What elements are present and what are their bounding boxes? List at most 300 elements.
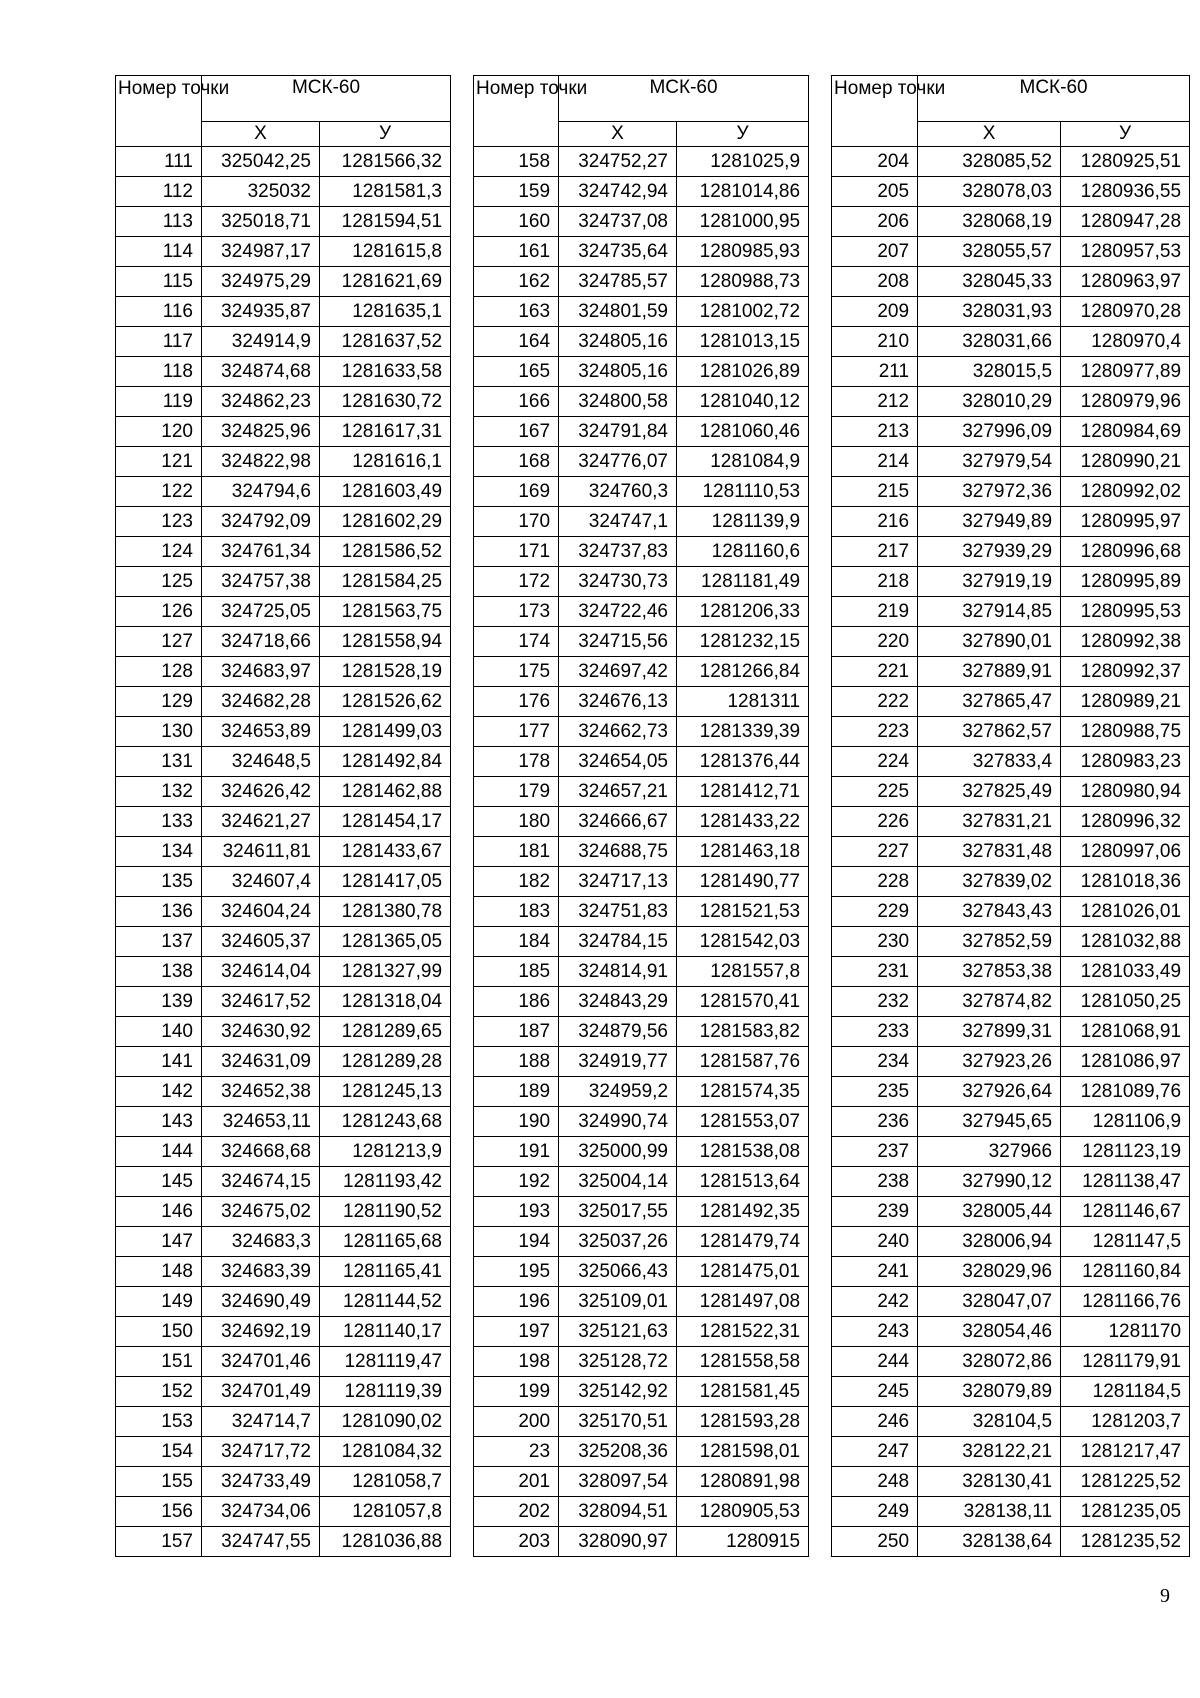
page-number: 9 (1160, 1585, 1170, 1607)
table-row (474, 1047, 809, 1077)
x-coordinate-cell: 324843,29 (559, 987, 677, 1017)
y-coordinate-cell: 1281139,9 (677, 507, 809, 537)
point-number-cell: 113 (116, 207, 202, 237)
x-coordinate-cell: 324630,92 (202, 1017, 320, 1047)
point-number-cell: 116 (116, 297, 202, 327)
point-number-cell: 196 (474, 1287, 559, 1317)
y-coordinate-cell: 1281380,78 (320, 897, 451, 927)
x-coordinate-cell: 324675,02 (202, 1197, 320, 1227)
point-number-cell: 135 (116, 867, 202, 897)
x-coordinate-cell: 328090,97 (559, 1527, 677, 1557)
x-coordinate-cell: 324701,49 (202, 1377, 320, 1407)
point-number-cell: 133 (116, 807, 202, 837)
y-coordinate-cell: 1281138,47 (1061, 1167, 1190, 1197)
table-row (116, 597, 451, 627)
x-coordinate-cell: 327996,09 (918, 417, 1061, 447)
coordinate-tables (115, 75, 1190, 1557)
y-coordinate-cell: 1281365,05 (320, 927, 451, 957)
table-row (116, 1077, 451, 1107)
table-row (832, 1377, 1190, 1407)
coordinate-table-1 (115, 75, 451, 1557)
x-coordinate-cell: 324734,06 (202, 1497, 320, 1527)
table-row (116, 1467, 451, 1497)
x-coordinate-cell: 324990,74 (559, 1107, 677, 1137)
x-coordinate-cell: 324631,09 (202, 1047, 320, 1077)
table-row (116, 297, 451, 327)
x-coordinate-cell: 324653,11 (202, 1107, 320, 1137)
x-coordinate-cell: 324800,58 (559, 387, 677, 417)
table-row (116, 1407, 451, 1437)
point-number-cell: 206 (832, 207, 918, 237)
x-coordinate-cell: 324730,73 (559, 567, 677, 597)
y-coordinate-cell: 1281166,76 (1061, 1287, 1190, 1317)
y-coordinate-cell: 1281000,95 (677, 207, 809, 237)
point-number-cell: 183 (474, 897, 559, 927)
x-coordinate-cell: 328045,33 (918, 267, 1061, 297)
table-row (832, 267, 1190, 297)
table-row (832, 537, 1190, 567)
x-coordinate-cell: 324987,17 (202, 237, 320, 267)
y-coordinate-cell: 1281558,94 (320, 627, 451, 657)
point-number-cell: 173 (474, 597, 559, 627)
table-row (116, 1317, 451, 1347)
y-coordinate-cell: 1281123,19 (1061, 1137, 1190, 1167)
point-number-cell: 180 (474, 807, 559, 837)
table-row (474, 747, 809, 777)
table-row (832, 177, 1190, 207)
coordinate-system-header: МСК-60 (559, 76, 809, 122)
x-coordinate-cell: 327926,64 (918, 1077, 1061, 1107)
table-row (832, 1467, 1190, 1497)
y-coordinate-cell: 1281032,88 (1061, 927, 1190, 957)
y-coordinate-cell: 1281225,52 (1061, 1467, 1190, 1497)
table-row (832, 417, 1190, 447)
point-number-cell: 174 (474, 627, 559, 657)
point-number-cell: 218 (832, 567, 918, 597)
point-number-cell: 156 (116, 1497, 202, 1527)
table-row (474, 327, 809, 357)
point-number-cell: 212 (832, 387, 918, 417)
y-coordinate-cell: 1281184,5 (1061, 1377, 1190, 1407)
x-coordinate-cell: 328031,93 (918, 297, 1061, 327)
y-coordinate-cell: 1280995,89 (1061, 567, 1190, 597)
point-number-cell: 222 (832, 687, 918, 717)
table-row (474, 417, 809, 447)
y-coordinate-cell: 1281014,86 (677, 177, 809, 207)
table-row (474, 957, 809, 987)
y-coordinate-cell: 1280995,53 (1061, 597, 1190, 627)
y-coordinate-cell: 1280947,28 (1061, 207, 1190, 237)
x-coordinate-cell: 324604,24 (202, 897, 320, 927)
y-coordinate-cell: 1281084,32 (320, 1437, 451, 1467)
y-coordinate-cell: 1281013,15 (677, 327, 809, 357)
y-coordinate-cell: 1281526,62 (320, 687, 451, 717)
table-row (474, 1107, 809, 1137)
point-number-header: Номер точки (116, 76, 202, 147)
point-number-cell: 228 (832, 867, 918, 897)
table-row (116, 1287, 451, 1317)
x-coordinate-cell: 324714,7 (202, 1407, 320, 1437)
y-coordinate-cell: 1281190,52 (320, 1197, 451, 1227)
x-coordinate-cell: 324668,68 (202, 1137, 320, 1167)
y-coordinate-cell: 1280995,97 (1061, 507, 1190, 537)
point-number-cell: 145 (116, 1167, 202, 1197)
x-coordinate-cell: 325208,36 (559, 1437, 677, 1467)
x-coordinate-cell: 324805,16 (559, 327, 677, 357)
y-coordinate-cell: 1281621,69 (320, 267, 451, 297)
x-coordinate-cell: 325121,63 (559, 1317, 677, 1347)
point-number-cell: 129 (116, 687, 202, 717)
point-number-cell: 117 (116, 327, 202, 357)
y-coordinate-cell: 1281635,1 (320, 297, 451, 327)
table-row (832, 1287, 1190, 1317)
point-number-cell: 149 (116, 1287, 202, 1317)
y-coordinate-cell: 1281583,82 (677, 1017, 809, 1047)
y-coordinate-cell: 1280915 (677, 1527, 809, 1557)
x-coordinate-cell: 324825,96 (202, 417, 320, 447)
x-coordinate-cell: 324611,81 (202, 837, 320, 867)
point-number-cell: 203 (474, 1527, 559, 1557)
x-coordinate-cell: 324621,27 (202, 807, 320, 837)
x-coordinate-cell: 324683,39 (202, 1257, 320, 1287)
table-row (116, 1497, 451, 1527)
table-row (116, 927, 451, 957)
point-number-cell: 121 (116, 447, 202, 477)
y-coordinate-cell: 1281217,47 (1061, 1437, 1190, 1467)
table-row (832, 717, 1190, 747)
x-coordinate-cell: 328029,96 (918, 1257, 1061, 1287)
x-coordinate-cell: 324662,73 (559, 717, 677, 747)
point-number-cell: 141 (116, 1047, 202, 1077)
table-row (832, 987, 1190, 1017)
point-number-cell: 235 (832, 1077, 918, 1107)
table-row (116, 1137, 451, 1167)
point-number-cell: 220 (832, 627, 918, 657)
x-coordinate-cell: 324718,66 (202, 627, 320, 657)
table-row (116, 1377, 451, 1407)
point-number-cell: 158 (474, 147, 559, 177)
x-coordinate-cell: 327831,21 (918, 807, 1061, 837)
x-coordinate-cell: 327825,49 (918, 777, 1061, 807)
y-coordinate-cell: 1281462,88 (320, 777, 451, 807)
table-row (832, 777, 1190, 807)
point-number-cell: 245 (832, 1377, 918, 1407)
y-coordinate-cell: 1280891,98 (677, 1467, 809, 1497)
coordinate-table-2 (473, 75, 809, 1557)
point-number-cell: 172 (474, 567, 559, 597)
y-coordinate-cell: 1281637,52 (320, 327, 451, 357)
point-number-cell: 188 (474, 1047, 559, 1077)
x-coordinate-cell: 327889,91 (918, 657, 1061, 687)
point-number-cell: 157 (116, 1527, 202, 1557)
x-coordinate-cell: 327919,19 (918, 567, 1061, 597)
table-header (474, 76, 809, 147)
y-coordinate-cell: 1280992,38 (1061, 627, 1190, 657)
table-row (116, 447, 451, 477)
point-number-cell: 170 (474, 507, 559, 537)
table-row (474, 777, 809, 807)
x-coordinate-cell: 324725,05 (202, 597, 320, 627)
table-row (832, 867, 1190, 897)
table-row (474, 1437, 809, 1467)
x-coordinate-cell: 328054,46 (918, 1317, 1061, 1347)
table-row (474, 477, 809, 507)
y-coordinate-cell: 1281581,3 (320, 177, 451, 207)
y-coordinate-cell: 1281170 (1061, 1317, 1190, 1347)
x-coordinate-cell: 328047,07 (918, 1287, 1061, 1317)
x-coordinate-cell: 328068,19 (918, 207, 1061, 237)
y-coordinate-cell: 1281475,01 (677, 1257, 809, 1287)
x-coordinate-cell: 325032 (202, 177, 320, 207)
table-row (116, 1257, 451, 1287)
point-number-cell: 127 (116, 627, 202, 657)
point-number-cell: 151 (116, 1347, 202, 1377)
point-number-cell: 125 (116, 567, 202, 597)
table-row (474, 1167, 809, 1197)
table-row (474, 927, 809, 957)
x-coordinate-cell: 324752,27 (559, 147, 677, 177)
y-coordinate-cell: 1281235,52 (1061, 1527, 1190, 1557)
point-number-cell: 190 (474, 1107, 559, 1137)
point-number-cell: 199 (474, 1377, 559, 1407)
y-coordinate-cell: 1281203,7 (1061, 1407, 1190, 1437)
point-number-cell: 202 (474, 1497, 559, 1527)
point-number-cell: 186 (474, 987, 559, 1017)
point-number-cell: 179 (474, 777, 559, 807)
table-row (116, 747, 451, 777)
x-coordinate-cell: 324879,56 (559, 1017, 677, 1047)
x-coordinate-cell: 327899,31 (918, 1017, 1061, 1047)
point-number-cell: 143 (116, 1107, 202, 1137)
y-coordinate-cell: 1280980,94 (1061, 777, 1190, 807)
y-coordinate-cell: 1281026,01 (1061, 897, 1190, 927)
table-body (832, 147, 1190, 1557)
point-number-cell: 122 (116, 477, 202, 507)
x-coordinate-cell: 324801,59 (559, 297, 677, 327)
table-row (832, 567, 1190, 597)
x-coordinate-cell: 325037,26 (559, 1227, 677, 1257)
x-coordinate-cell: 327945,65 (918, 1107, 1061, 1137)
point-number-cell: 243 (832, 1317, 918, 1347)
table-row (116, 567, 451, 597)
point-number-cell: 233 (832, 1017, 918, 1047)
x-coordinate-cell: 328072,86 (918, 1347, 1061, 1377)
x-coordinate-cell: 325128,72 (559, 1347, 677, 1377)
table-row (832, 597, 1190, 627)
table-row (832, 207, 1190, 237)
x-coordinate-cell: 327949,89 (918, 507, 1061, 537)
y-coordinate-cell: 1281165,41 (320, 1257, 451, 1287)
x-coordinate-cell: 324676,13 (559, 687, 677, 717)
table-row (474, 1227, 809, 1257)
x-coordinate-cell: 324717,72 (202, 1437, 320, 1467)
x-coordinate-cell: 328078,03 (918, 177, 1061, 207)
y-coordinate-cell: 1281633,58 (320, 357, 451, 387)
table-row (474, 717, 809, 747)
point-number-cell: 250 (832, 1527, 918, 1557)
y-coordinate-cell: 1280970,4 (1061, 327, 1190, 357)
point-number-cell: 249 (832, 1497, 918, 1527)
point-number-cell: 178 (474, 747, 559, 777)
table-header (116, 76, 451, 147)
point-number-cell: 137 (116, 927, 202, 957)
x-coordinate-cell: 324614,04 (202, 957, 320, 987)
point-number-cell: 193 (474, 1197, 559, 1227)
table-row (474, 867, 809, 897)
table-row (116, 777, 451, 807)
y-coordinate-cell: 1281615,8 (320, 237, 451, 267)
x-coordinate-cell: 324657,21 (559, 777, 677, 807)
point-number-cell: 142 (116, 1077, 202, 1107)
table-row (116, 357, 451, 387)
point-number-cell: 118 (116, 357, 202, 387)
point-number-cell: 225 (832, 777, 918, 807)
point-number-cell: 114 (116, 237, 202, 267)
point-number-cell: 154 (116, 1437, 202, 1467)
x-coordinate-cell: 327839,02 (918, 867, 1061, 897)
point-number-cell: 146 (116, 1197, 202, 1227)
y-coordinate-cell: 1280936,55 (1061, 177, 1190, 207)
y-coordinate-cell: 1281433,22 (677, 807, 809, 837)
y-coordinate-cell: 1280977,89 (1061, 357, 1190, 387)
table-row (474, 147, 809, 177)
y-coordinate-cell: 1281602,29 (320, 507, 451, 537)
table-row (474, 567, 809, 597)
x-coordinate-cell: 327979,54 (918, 447, 1061, 477)
y-coordinate-cell: 1281084,9 (677, 447, 809, 477)
table-row (116, 987, 451, 1017)
y-coordinate-cell: 1281058,7 (320, 1467, 451, 1497)
table-row (116, 417, 451, 447)
y-coordinate-cell: 1280984,69 (1061, 417, 1190, 447)
x-coordinate-cell: 328079,89 (918, 1377, 1061, 1407)
x-coordinate-cell: 328010,29 (918, 387, 1061, 417)
y-coordinate-cell: 1281057,8 (320, 1497, 451, 1527)
x-coordinate-cell: 324914,9 (202, 327, 320, 357)
table-row (832, 1167, 1190, 1197)
y-coordinate-cell: 1280989,21 (1061, 687, 1190, 717)
x-coordinate-cell: 327852,59 (918, 927, 1061, 957)
x-coordinate-cell: 324776,07 (559, 447, 677, 477)
y-coordinate-cell: 1281036,88 (320, 1527, 451, 1557)
y-coordinate-cell: 1281243,68 (320, 1107, 451, 1137)
x-coordinate-cell: 324794,6 (202, 477, 320, 507)
y-coordinate-cell: 1281581,45 (677, 1377, 809, 1407)
y-coordinate-cell: 1281603,49 (320, 477, 451, 507)
table-row (832, 897, 1190, 927)
x-coordinate-cell: 324683,3 (202, 1227, 320, 1257)
y-coordinate-cell: 1280988,75 (1061, 717, 1190, 747)
point-number-cell: 176 (474, 687, 559, 717)
table-row (474, 537, 809, 567)
y-coordinate-cell: 1281433,67 (320, 837, 451, 867)
y-axis-header: У (1061, 122, 1190, 147)
table-row (116, 1167, 451, 1197)
y-coordinate-cell: 1281068,91 (1061, 1017, 1190, 1047)
table-row (832, 1107, 1190, 1137)
x-coordinate-cell: 324652,38 (202, 1077, 320, 1107)
point-number-cell: 123 (116, 507, 202, 537)
y-coordinate-cell: 1281165,68 (320, 1227, 451, 1257)
y-coordinate-cell: 1281339,39 (677, 717, 809, 747)
x-coordinate-cell: 324975,29 (202, 267, 320, 297)
y-coordinate-cell: 1281179,91 (1061, 1347, 1190, 1377)
point-number-cell: 155 (116, 1467, 202, 1497)
point-number-cell: 184 (474, 927, 559, 957)
point-number-cell: 139 (116, 987, 202, 1017)
y-axis-header: У (677, 122, 809, 147)
table-body (116, 147, 451, 1557)
x-coordinate-cell: 327939,29 (918, 537, 1061, 567)
y-coordinate-cell: 1280963,97 (1061, 267, 1190, 297)
point-number-cell: 195 (474, 1257, 559, 1287)
point-number-cell: 198 (474, 1347, 559, 1377)
y-coordinate-cell: 1281521,53 (677, 897, 809, 927)
y-coordinate-cell: 1281553,07 (677, 1107, 809, 1137)
table-row (474, 267, 809, 297)
x-coordinate-cell: 324862,23 (202, 387, 320, 417)
y-coordinate-cell: 1281245,13 (320, 1077, 451, 1107)
point-number-cell: 163 (474, 297, 559, 327)
point-number-cell: 231 (832, 957, 918, 987)
table-row (832, 1437, 1190, 1467)
y-coordinate-cell: 1281566,32 (320, 147, 451, 177)
x-coordinate-cell: 324654,05 (559, 747, 677, 777)
y-coordinate-cell: 1281213,9 (320, 1137, 451, 1167)
table-row (832, 657, 1190, 687)
y-coordinate-cell: 1281598,01 (677, 1437, 809, 1467)
x-coordinate-cell: 327914,85 (918, 597, 1061, 627)
y-coordinate-cell: 1281593,28 (677, 1407, 809, 1437)
point-number-cell: 147 (116, 1227, 202, 1257)
y-coordinate-cell: 1281289,65 (320, 1017, 451, 1047)
y-coordinate-cell: 1281106,9 (1061, 1107, 1190, 1137)
table-row (116, 1017, 451, 1047)
point-number-cell: 197 (474, 1317, 559, 1347)
table-row (474, 657, 809, 687)
table-row (832, 1497, 1190, 1527)
x-coordinate-cell: 324653,89 (202, 717, 320, 747)
point-number-cell: 175 (474, 657, 559, 687)
table-row (474, 507, 809, 537)
table-row (116, 897, 451, 927)
table-row (832, 837, 1190, 867)
x-coordinate-cell: 324682,28 (202, 687, 320, 717)
x-coordinate-cell: 324737,08 (559, 207, 677, 237)
point-number-cell: 115 (116, 267, 202, 297)
table-row (116, 477, 451, 507)
x-coordinate-cell: 327890,01 (918, 627, 1061, 657)
table-row (474, 1467, 809, 1497)
y-coordinate-cell: 1280905,53 (677, 1497, 809, 1527)
point-number-cell: 124 (116, 537, 202, 567)
y-axis-header: У (320, 122, 451, 147)
table-row (474, 357, 809, 387)
y-coordinate-cell: 1281563,75 (320, 597, 451, 627)
table-row (832, 147, 1190, 177)
y-coordinate-cell: 1281574,35 (677, 1077, 809, 1107)
point-number-cell: 224 (832, 747, 918, 777)
point-number-cell: 112 (116, 177, 202, 207)
table-row (116, 657, 451, 687)
point-number-cell: 144 (116, 1137, 202, 1167)
x-coordinate-cell: 328055,57 (918, 237, 1061, 267)
y-coordinate-cell: 1280983,23 (1061, 747, 1190, 777)
y-coordinate-cell: 1280996,32 (1061, 807, 1190, 837)
point-number-cell: 148 (116, 1257, 202, 1287)
x-coordinate-cell: 328122,21 (918, 1437, 1061, 1467)
table-row (474, 1407, 809, 1437)
